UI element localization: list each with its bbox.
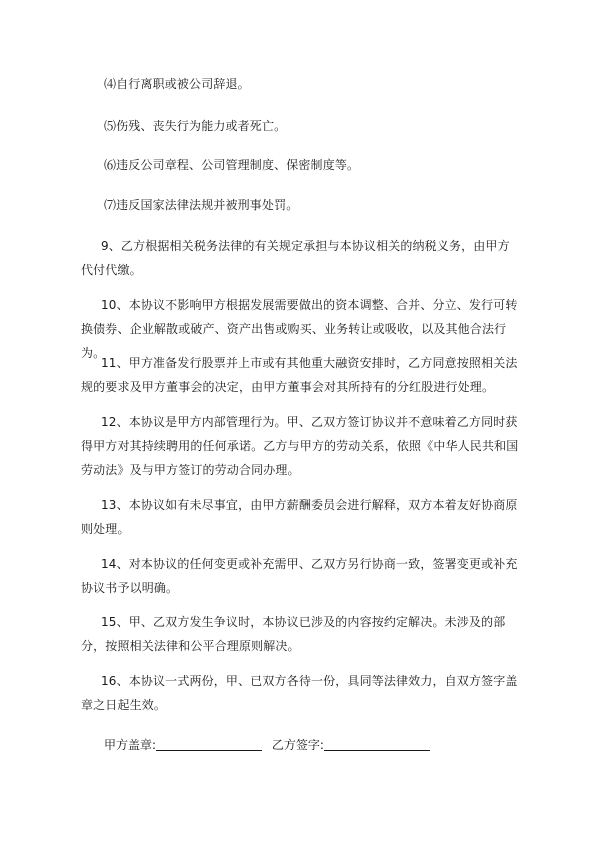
list-item-7: ⑺违反国家法律法规并被刑事处罚。 xyxy=(104,198,299,212)
signature-row xyxy=(104,733,436,757)
clause-14: 14、对本协议的任何变更或补充需甲、乙双方另行协商一致，签署变更或补充协议书予以明确。 xyxy=(81,557,518,595)
clause-13: 13、本协议如有未尽事宜，由甲方薪酬委员会进行解释，双方本着友好协商原则处理。 xyxy=(81,498,518,536)
party-a-seal-field[interactable] xyxy=(156,736,262,751)
party-b-signature-field[interactable] xyxy=(324,736,430,751)
party-b-signature-label: 乙方签字: xyxy=(271,738,324,752)
clause-15: 15、甲、乙双方发生争议时，本协议已涉及的内容按约定解决。未涉及的部分，按照相关法律和公平合理原则解决。 xyxy=(81,615,506,653)
clause-16: 16、本协议一式两份，甲、已双方各待一份，具同等法律效力，自双方签字盖章之日起生效。 xyxy=(81,674,518,712)
clause-12: 12、本协议是甲方内部管理行为。甲、乙双方签订协议并不意味着乙方同时获得甲方对其持续聘用的任何承诺。乙方与甲方的劳动关系，依照《中华人民共和国劳动法》及与甲方签订的劳动合同办理。 xyxy=(81,415,519,477)
list-item-4: ⑷自行离职或被公司辞退。 xyxy=(104,77,250,91)
party-a-seal-label: 甲方盖章: xyxy=(104,738,157,752)
clause-10: 10、本协议不影响甲方根据发展需要做出的资本调整、合并、分立、发行可转换债券、企业解散或破产、资产出售或购买、业务转让或吸收，以及其他合法行为。 xyxy=(81,298,518,360)
list-item-5: ⑸伤残、丧失行为能力或者死亡。 xyxy=(104,119,287,133)
list-item-6: ⑹违反公司章程、公司管理制度、保密制度等。 xyxy=(104,158,360,172)
clause-9: 9、乙方根据相关税务法律的有关规定承担与本协议相关的纳税义务，由甲方代付代缴。 xyxy=(81,239,510,277)
clause-11: 11、甲方准备发行股票并上市或有其他重大融资安排时，乙方同意按照相关法规的要求及甲方董事会的决定，由甲方董事会对其所持有的分红股进行处理。 xyxy=(81,356,518,394)
